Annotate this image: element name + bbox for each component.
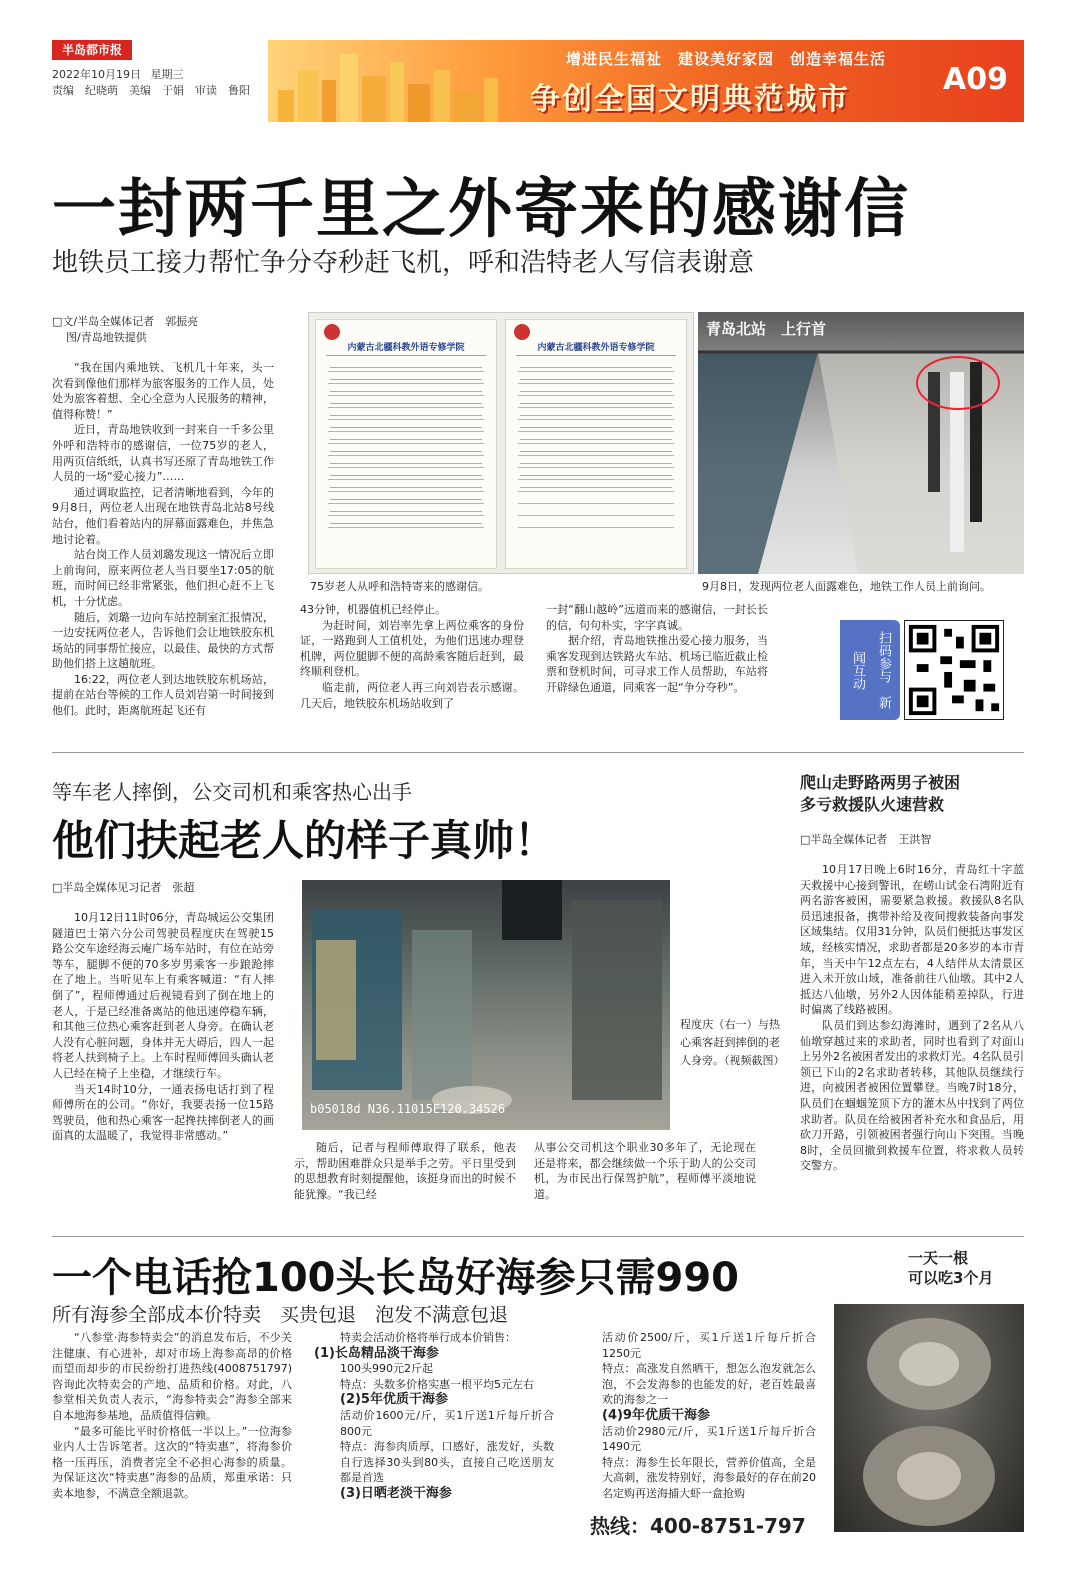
ad-item-price: 活动价2980元/斤，买1斤送1斤每斤折合1490元 xyxy=(602,1424,816,1454)
ad-item-feature: 特点：海参生长年限长，营养价值高，全是大高刺，涨发特别好，海参最好的存在前20名定购再送海捕大虾一盒抢购 xyxy=(602,1455,816,1500)
article1-paragraph: 近日，青岛地铁收到一封来自一千多公里外呼和浩特市的感谢信，一位75岁的老人，用两页信纸纸，认真书写还原了青岛地铁工作人员的一场“爱心接力”…… xyxy=(52,423,274,484)
ad-side-line1: 一天一根 xyxy=(908,1249,969,1267)
bus-photo-caption: 程度庆（右一）与热心乘客赶到摔倒的老人身旁。（视频截图） xyxy=(680,1018,785,1067)
article1-headline: 一封两千里之外寄来的感谢信 xyxy=(52,173,910,247)
ad-column-2 xyxy=(314,1330,554,1502)
article3-byline: □半岛全媒体记者 王洪智 xyxy=(800,833,932,846)
article1-column-2 xyxy=(300,602,524,711)
ad-side-line2: 可以吃3个月 xyxy=(908,1269,994,1287)
ad-paragraph: “八参堂·海参特卖会”的消息发布后，不少关注健康、有心进补，却对市场上海参高昂的价格而望而却步的市民纷纷打进热线(4008751797)咨询此次特卖会的产地、品质和价格。对此，八参堂相关负责人表示，“海参特卖会”海参全部来自本地海参基地，品质值得信赖。 xyxy=(52,1331,292,1422)
ad-intro: 特卖会活动价格将举行成本价销售： xyxy=(340,1331,516,1344)
article1-column-1 xyxy=(52,360,274,719)
ad-item-feature: 特点：头数多价格实惠一根平均5元左右 xyxy=(340,1377,534,1391)
school-emblem-icon xyxy=(324,324,340,340)
ad-subheadline: 所有海参全部成本价特卖 买贵包退 泡发不满意包退 xyxy=(52,1304,509,1326)
video-timestamp: b05018d N36.11015E120.34526 xyxy=(310,1102,506,1116)
article1-byline-photo: 图/青岛地铁提供 xyxy=(66,331,147,344)
bus-stop-video-still xyxy=(302,880,670,1130)
article3-column xyxy=(800,862,1024,1174)
letter-photo-caption: 75岁老人从呼和浩特寄来的感谢信。 xyxy=(310,580,489,593)
article3-headline xyxy=(800,772,960,816)
article1-byline xyxy=(52,314,198,346)
article2-paragraph: 10月12日11时06分，青岛城运公交集团隧道巴士第六分公司驾驶员程度庆在驾驶15路公交车途经海云庵广场车站时，有位在站旁等车，腿脚不便的70多岁男乘客一步踉跄摔在了地上。当听见车上有乘客喊道：“有人摔倒了”，程师傅通过后视镜看到了倒在地上的老人，于是已经准备离站的他迅速停稳车辆，和其他三位热心乘客赶到老人身旁。在确认老人没有心脏问题，身体并无大碍后，四人一起将老人扶到椅子上。上车时程师傅回头确认老人已经在椅子上坐稳，才继续行车。 xyxy=(52,911,274,1080)
article2-kicker: 等车老人摔倒，公交司机和乘客热心出手 xyxy=(52,780,412,804)
ad-hotline: 热线：400-8751-797 xyxy=(590,1514,806,1538)
article1-paragraph: 43分钟，机器值机已经停止。 xyxy=(300,603,446,616)
sea-cucumber-photo xyxy=(834,1304,1024,1532)
dateline xyxy=(52,66,184,82)
letter-header: 内蒙古北疆科教外语专修学院 xyxy=(326,340,486,356)
ad-item-price: 活动价1600元/斤，买1斤送1斤每斤折合800元 xyxy=(340,1408,554,1438)
article3-headline-line1: 爬山走野路两男子被困 xyxy=(800,773,961,792)
article2-paragraph: 当天14时10分，一通表扬电话打到了程师傅所在的公司。“你好，我要表扬一位15路驾驶员，他和热心乘客一起搀扶摔倒老人的画面真的太温暖了，我觉得非常感动。” xyxy=(52,1082,274,1143)
article1-byline-author: □文/半岛全媒体记者 郭振亮 xyxy=(52,315,199,328)
ad-item-title: (4)9年优质干海参 xyxy=(602,1407,710,1423)
qr-interaction-box xyxy=(840,620,1024,722)
editors-line: 责编 纪晓萌 美编 于娟 审读 鲁阳 xyxy=(52,84,250,97)
thank-you-letter-photo xyxy=(308,312,694,574)
article2-column-2 xyxy=(294,1140,516,1202)
highlight-circle xyxy=(916,356,1000,410)
article1-paragraph: 16:22，两位老人到达地铁胶东机场站，提前在站台等候的工作人员刘岩第一时间接到他们。此时，距离航班起飞还有 xyxy=(52,672,274,718)
article3-paragraph: 10月17日晚上6时16分，青岛红十字蓝天救援中心接到警讯，在崂山试金石湾附近有两名游客被困，需要紧急救援。救援队8名队员迅速报备，携带补给及夜间搜救装备向事发区域集结。仅用31分钟，队员们便抵达事发区域，经核实情况，求助者都是20多岁的本市青年，当天中午12点左右，4人结伴从太清景区进入未开放山域，准备前往八仙墩。其中2人抵达八仙墩，另外2人因体能稍差掉队，行进时偏离了线路被困。 xyxy=(800,863,1024,1017)
newspaper-logo: 半岛都市报 xyxy=(52,40,132,60)
issue-weekday: 星期三 xyxy=(150,68,184,81)
page-number: A09 xyxy=(943,62,1008,97)
article2-paragraph: 随后，记者与程师傅取得了联系，他表示，帮助困难群众只是举手之劳。平日里受到的思想教育时刻提醒他，该挺身而出的时候不能犹豫。“我已经 xyxy=(294,1141,516,1201)
banner-slogan-main: 争创全国文明典范城市 xyxy=(530,82,850,117)
article1-paragraph: “我在国内乘地铁、飞机几十年来，头一次看到像他们那样为旅客服务的工作人员，处处为旅客着想、全心全意为人民服务的精神，值得称赞！” xyxy=(52,361,274,421)
article2-paragraph: 从事公交司机这个职业30多年了，无论现在还是将来，都会继续做一个乐于助人的公交司机，为市民出行保驾护航”，程师傅平淡地说道。 xyxy=(534,1141,756,1201)
ad-item-price: 活动价2500/斤，买1斤送1斤每斤折合1250元 xyxy=(602,1331,816,1360)
ad-paragraph: “最多可能比平时价格低一半以上。”一位海参业内人士告诉笔者。这次的“特卖惠”，将海参价格一压再压，消费者完全不必担心海参的质量。为保证这次“特卖惠”海参的品质，郑重承诺：只卖本地参，不满意全额退款。 xyxy=(52,1424,292,1500)
article1-paragraph: 临走前，两位老人再三向刘岩表示感谢。几天后，地铁胶东机场站收到了 xyxy=(300,680,524,710)
article3-paragraph: 队员们到达参幻海滩时，遇到了2名从八仙墩穿越过来的求助者，同时也看到了对面山上另外2名被困者发出的求救灯光。4名队员引领已下山的2名求助者转移，其他队员继续行进，向被困者被困位置攀登。当晚7时18分，队员们在蝈蝈笼顶下方的灌木丛中找到了两位求助者。队员在给被困者补充水和食品后，用砍刀开路，引领被困者强行向山下突围。当晚8时，全员回撤到救援车位置，将求救人员转交警方。 xyxy=(800,1018,1024,1173)
letter-page-2 xyxy=(505,319,687,569)
article1-paragraph: 随后，刘璐一边向车站控制室汇报情况，一边安抚两位老人，告诉他们会让地铁胶东机场站的同事帮忙接应，以最佳、最快的方式帮助他们搭上这趟航班。 xyxy=(52,610,274,671)
qr-code-icon[interactable] xyxy=(904,620,1004,720)
article2-headline: 他们扶起老人的样子真帅！ xyxy=(52,816,557,865)
letter-page-1 xyxy=(315,319,497,569)
station-name-overlay: 青岛北站 上行首 xyxy=(706,320,827,338)
qr-tag-label: 扫码参与 新闻互动 xyxy=(840,620,900,720)
section-banner xyxy=(268,40,1024,122)
ad-item-feature: 特点：海参肉质厚，口感好，涨发好，头数自行选择30头到80头，直接自己吃送朋友都是首选 xyxy=(340,1440,554,1485)
article1-subheadline: 地铁员工接力帮忙争分夺秒赶飞机，呼和浩特老人写信表谢意 xyxy=(52,248,755,278)
city-skyline-illustration xyxy=(268,40,528,122)
article1-paragraph: 站台岗工作人员刘璐发现这一情况后立即上前询问，原来两位老人当日要坐17:05的航班，而时间已经非常紧张，他们担心赶不上飞机，十分忧虑。 xyxy=(52,548,274,608)
article1-paragraph: 据介绍，青岛地铁推出爱心接力服务，当乘客发现到达铁路火车站、机场已临近截止检票和登机时间，可寻求工作人员帮助，车站将开辟绿色通道，同乘客一起“争分夺秒”。 xyxy=(546,634,768,694)
article1-paragraph: 通过调取监控，记者清晰地看到，今年的9月8日，两位老人出现在地铁青岛北站8号线站台，他们看着站内的屏幕面露难色，并焦急地讨论着。 xyxy=(52,485,274,546)
ad-item-price: 100头990元2斤起 xyxy=(340,1362,433,1376)
article3-headline-line2: 多亏救援队火速营救 xyxy=(800,795,945,814)
station-photo-caption: 9月8日，发现两位老人面露难色，地铁工作人员上前询问。 xyxy=(702,580,991,593)
ad-item-title: (3)日晒老淡干海参 xyxy=(340,1485,452,1501)
ad-column-3 xyxy=(576,1330,816,1502)
ad-item-title: (2)5年优质干海参 xyxy=(340,1392,448,1408)
ad-side-headline xyxy=(908,1248,993,1288)
article2-column-3 xyxy=(534,1140,756,1202)
ad-column-1 xyxy=(52,1330,292,1502)
letter-header: 内蒙古北疆科教外语专修学院 xyxy=(516,340,676,356)
article1-column-3 xyxy=(546,602,768,696)
ad-item-title: (1)长岛精品淡干海参 xyxy=(314,1345,439,1361)
subway-station-photo xyxy=(698,312,1024,574)
issue-date: 2022年10月19日 xyxy=(52,68,141,81)
article2-byline: □半岛全媒体见习记者 张超 xyxy=(52,881,195,894)
article1-paragraph: 为赶时间，刘岩率先拿上两位乘客的身份证，一路跑到人工值机处，为他们迅速办理登机牌，两位腿脚不便的高龄乘客随后赶到，最终顺利登机。 xyxy=(300,618,524,679)
ad-headline: 一个电话抢100头长岛好海参只需990 xyxy=(52,1255,739,1301)
ad-item-feature: 特点：高涨发自然晒干，想怎么泡发就怎么泡，不会发海参的也能发的好，老百姓最喜欢的海参之一 xyxy=(602,1362,816,1407)
school-emblem-icon xyxy=(514,324,530,340)
banner-slogan-top: 增进民生福祉 建设美好家园 创造幸福生活 xyxy=(566,50,887,68)
article2-column-1 xyxy=(52,910,274,1144)
article1-paragraph: 一封“翻山越岭”远道而来的感谢信，一封长长的信，句句朴实，字字真诚。 xyxy=(546,603,768,632)
